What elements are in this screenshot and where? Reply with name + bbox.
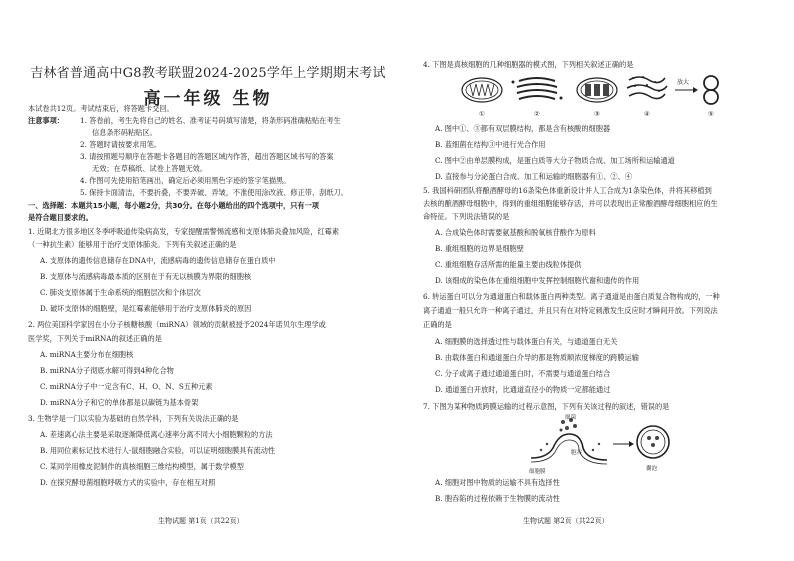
page-footer: 生物试题 第1页（共22页） — [158, 517, 244, 525]
question-7-stem: 7. 下图为某种物质跨膜运输的过程示意图，下列有关该过程的叙述，错误的是 — [423, 402, 670, 411]
notice-line: 2. 答题时请按要求用笔。 — [80, 140, 162, 149]
option-c: C. 重组细胞存活所需的能量主要由线粒体提供 — [435, 260, 582, 269]
option-a: A. miRNA主要分布在细胞核 — [40, 350, 134, 359]
endocytosis-figure — [527, 414, 677, 476]
question-5-stem: 命特征。下列说法错误的是 — [423, 212, 510, 221]
notice-line: 3. 请按照题号顺序在答题卡各题目的答题区域内作答，超出答题区域书写的答案 — [80, 152, 334, 161]
question-2-stem: 医学奖，下列关于miRNA的叙述正确的是 — [28, 334, 162, 343]
question-6-stem: 离子通道一般只允许一种离子通过，并且只有在对特定刺激发生反应时才瞬间开放。下列说法 — [423, 306, 718, 315]
option-d: D. 破坏支原体的细胞壁，是红霉素能够用于治疗支原体肺炎的原因 — [40, 304, 252, 313]
option-d: D. miRNA分子和它的单体都是以碳链为基本骨架 — [40, 398, 199, 407]
option-b: B. 用同位素标记技术进行人-鼠细胞融合实验，可以证明细胞膜具有流动性 — [40, 446, 276, 455]
fig-label-1: ① — [479, 110, 485, 118]
question-6-stem: 6. 转运蛋白可以分为通道蛋白和载体蛋白两种类型。离子通道是由蛋白质复合物构成的，一种 — [423, 292, 720, 301]
golgi-icon — [512, 78, 563, 100]
question-4-stem: 4. 下图是真核细胞的几种细胞器的模式图，下列相关叙述正确的是 — [423, 60, 634, 69]
option-d: D. 该细成的染色体在重组细胞中发挥控制细胞代谢和遗传的作用 — [435, 276, 640, 285]
question-6-stem: 正确的是 — [423, 320, 452, 329]
fig-label-2: ② — [534, 110, 540, 118]
centriole-icon — [704, 76, 718, 104]
question-2-stem: 2. 两位美国科学家因在小分子核糖核酸（miRNA）领域的贡献被授予2024年诺贝尔生理学或 — [28, 320, 326, 329]
question-5-stem: 5. 我国科研团队将酿酒酵母的16条染色体重新设计并人工合成为1条染色体，并将其移植到 — [423, 186, 712, 195]
notice-label: 注意事项： — [28, 116, 64, 125]
option-a: A. 细胞膜的选择透过性与载体蛋白有关，与通道蛋白无关 — [435, 337, 618, 346]
option-a: A. 合成染色体时需要氨基酸和脱氧核苷酸作为原料 — [435, 228, 596, 237]
exam-subtitle: 高一年级 生物 — [143, 89, 273, 109]
section-heading-cont: 是符合题目要求的。 — [28, 213, 93, 222]
notice-line: 信息条形码粘贴区。 — [92, 128, 157, 137]
option-d: D. 直接参与分泌蛋白合成、加工和运输的细胞器有①、②、④ — [435, 172, 632, 181]
label-vesicle: 囊泡 — [646, 466, 658, 472]
option-b: B. 支原体与流感病毒最本质的区别在于有无以核膜为界限的细胞核 — [40, 272, 252, 281]
option-c: C. 某同学用橡皮泥制作的真核细胞三维结构模型，属于数学模型 — [40, 462, 244, 471]
option-d: D. 通道蛋白开放时，比通道直径小的物质一定都能通过 — [435, 385, 611, 394]
question-5-stem: 去核的酿酒酵母细胞中，得到的重组细胞能够存活，并可以表现出正常酿酒酵母细胞相应的生 — [423, 199, 718, 208]
page-footer: 生物试题 第2页（共22页） — [523, 517, 609, 525]
option-b: B. 蓝细菌在结构③中进行光合作用 — [435, 140, 546, 149]
section-heading: 一、选择题：本题共15小题，每小题2分，共30分。在每小题给出的四个选项中，只有一项 — [28, 201, 319, 210]
vesicle-icon — [637, 426, 669, 458]
option-a: A. 细胞对图中物质的运输不具有选择性 — [435, 478, 560, 487]
option-c: C. 分子或离子通过通道蛋白时，不需要与通道蛋白结合 — [435, 369, 611, 378]
fig-label-4: ④ — [644, 110, 650, 118]
endoplasmic-reticulum-icon — [627, 76, 667, 99]
option-a: A. 支原体的遗传信息储存在DNA中，流感病毒的遗传信息储存在蛋白质中 — [40, 256, 276, 265]
label-bacteria: 细菌 — [565, 415, 577, 421]
option-b: B. 胞吞陷的过程依赖于生物膜的流动性 — [435, 494, 560, 503]
question-3-stem: 3. 生物学是一门以实验为基础的自然学科，下列有关说法正确的是 — [28, 414, 239, 423]
question-1-stem: 1. 近期北方很多地区冬季呼吸道传染病高发，专家提醒需警惕流感和支原体肺炎叠加风险，红霉素 — [28, 227, 340, 236]
notice-line: 5. 保持卡面清洁，不要折叠，不要弄破、弄皱，不准使用涂改液、修正带、刮纸刀。 — [80, 188, 348, 197]
option-d: D. 在探究酵母菌细胞呼吸方式的实验中，存在相互对照 — [40, 478, 216, 487]
chloroplast-icon — [577, 78, 617, 102]
label-membrane: 细胞膜 — [529, 469, 546, 475]
fig-label-3: ③ — [594, 110, 600, 118]
option-a: A. 图中①、③都有双层膜结构，都是含有核酸的细胞器 — [435, 124, 611, 133]
notice-line: 1. 答卷前，考生先将自己的姓名、准考证号码填写清楚，将条形码准确粘贴在考生 — [80, 116, 341, 125]
exam-title: 吉林省普通高中G8教考联盟2024-2025学年上学期期末考试 — [30, 66, 386, 81]
option-b: B. 重组细胞的边界是细胞壁 — [435, 244, 524, 253]
label-endocytosis: 胞吞 — [571, 450, 583, 456]
option-c: C. 图中②由单层膜构成，是蛋白质等大分子物质合成、加工场所和运输通道 — [435, 156, 675, 165]
organelle-figure — [457, 72, 727, 122]
question-1-stem: （一种抗生素）能够用于治疗支原体肺炎。下列有关叙述正确的是 — [28, 240, 237, 249]
notice-line: 无效；在草稿纸、试卷上答题无效。 — [92, 164, 208, 173]
option-b: B. miRNA分子彻底水解可得到4种化合物 — [40, 366, 174, 375]
option-b: B. 由载体蛋白和通道蛋白介导的都是物质顺浓度梯度的跨膜运输 — [435, 353, 639, 362]
option-a: A. 差速离心法主要是采取逐渐降低离心速率分离不同大小细胞颗粒的方法 — [40, 430, 273, 439]
magnify-label: 放大 — [677, 79, 690, 86]
option-c: C. miRNA分子中一定含有C、H、O、N、S五种元素 — [40, 382, 213, 391]
fig-label-5: ⑤ — [708, 110, 714, 118]
notice-line: 4. 作图可先使用铅笔画出，确定后必须用黑色字迹的签字笔描黑。 — [80, 176, 291, 185]
intro-line: 本试卷共12页。考试结束后，将答题卡交回。 — [28, 104, 174, 113]
option-c: C. 肺炎支原体属于生命系统的细胞层次和个体层次 — [40, 288, 201, 297]
page-2 — [397, 0, 794, 561]
mitochondrion-icon — [462, 78, 502, 102]
